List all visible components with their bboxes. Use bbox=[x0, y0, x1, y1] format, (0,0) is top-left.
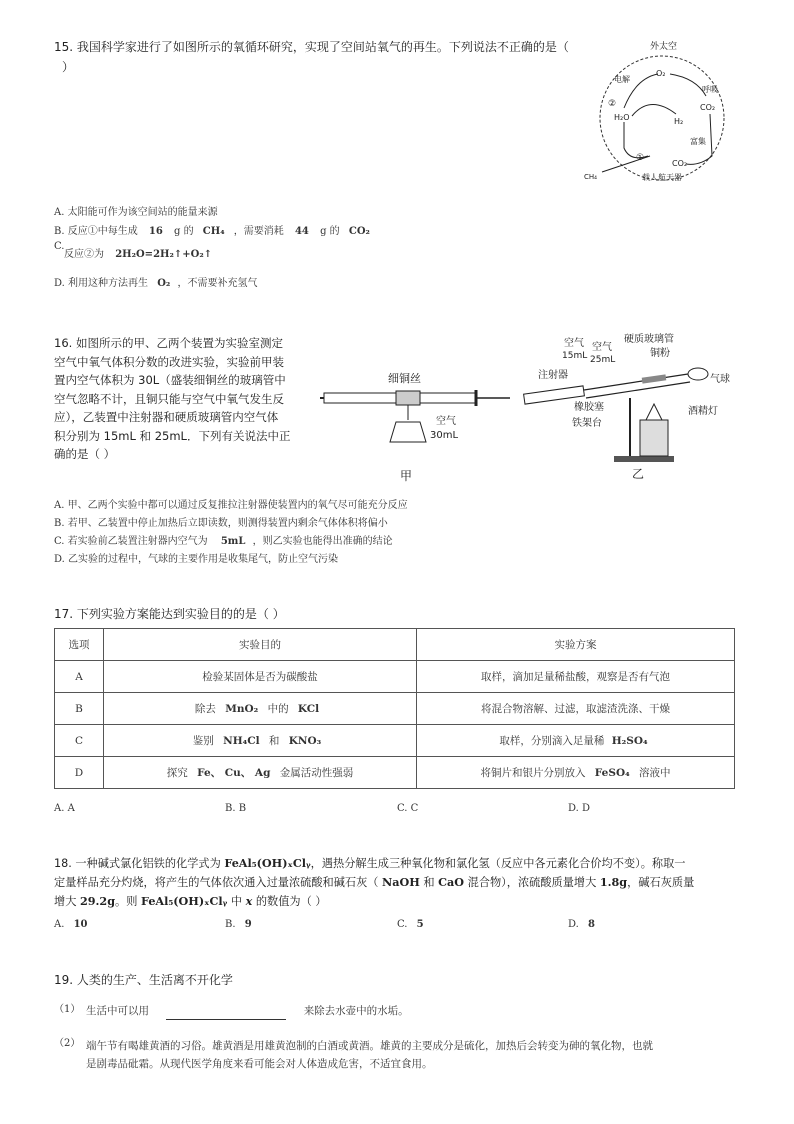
table-row bbox=[55, 725, 735, 757]
q16-option-b: B. 若甲、乙装置中停止加热后立即读数，则测得装置内剩余气体体积将偏小 bbox=[54, 518, 388, 529]
fig15-co2-bottom: CO₂ bbox=[672, 159, 688, 168]
q15-b-u2: g 的 bbox=[320, 226, 340, 237]
goal-text: 中的 bbox=[267, 703, 289, 715]
q18-line3 bbox=[54, 892, 744, 911]
plan-chem: FeSO₄ bbox=[594, 767, 630, 779]
q19-sub2-line: 是剧毒品砒霜。从现代医学角度来看可能会对人体造成危害，不适宜食用。 bbox=[86, 1058, 433, 1070]
q19-sub2-line: 端午节有喝雄黄酒的习俗。雄黄酒是用雄黄泡制的白酒或黄酒。雄黄的主要成分是硫化，加热后会转变为砷的氧化物，也就 bbox=[86, 1040, 653, 1052]
jia-wire-label: 细铜丝 bbox=[388, 372, 421, 385]
q17-table bbox=[54, 628, 735, 789]
q18-answer-a bbox=[54, 919, 88, 930]
table-cell-goal bbox=[104, 725, 417, 757]
yi-lamp-label: 酒精灯 bbox=[688, 406, 718, 417]
table-cell-option: C bbox=[55, 725, 104, 757]
q18-answer-c bbox=[397, 919, 424, 930]
q18-text: 18. 一种碱式氯化铝铁的化学式为 bbox=[54, 857, 221, 870]
jia-vol-label: 30mL bbox=[430, 430, 459, 441]
goal-text: 除去 bbox=[194, 703, 216, 715]
table-cell-option: D bbox=[55, 757, 104, 789]
plan-text: 将混合物溶解、过滤，取滤渣洗涤、干燥 bbox=[481, 703, 670, 715]
q15-b-n2: 44 bbox=[294, 226, 309, 237]
yi-balloon-label: 气球 bbox=[710, 374, 730, 385]
goal-text: 金属活动性强弱 bbox=[279, 767, 354, 779]
table-cell-plan bbox=[417, 661, 735, 693]
q18-chem: NaOH bbox=[382, 875, 420, 889]
q17-answer-c: C. C bbox=[397, 803, 419, 814]
q19-sub1-post: 来除去水壶中的水垢。 bbox=[303, 1005, 409, 1017]
plan-text: 取样，分别滴入足量稀 bbox=[499, 735, 605, 747]
q16-stem-line: 16. 如图所示的甲、乙两个装置为实验室测定 bbox=[54, 336, 283, 350]
q18-line2 bbox=[54, 873, 744, 892]
table-header-cell: 选项 bbox=[55, 629, 104, 661]
fig15-ch4: CH₄ bbox=[584, 173, 597, 181]
table-cell-goal bbox=[104, 693, 417, 725]
plan-chem: H₂SO₄ bbox=[611, 735, 648, 747]
q16-option-d: D. 乙实验的过程中，气球的主要作用是收集尾气，防止空气污染 bbox=[54, 554, 339, 565]
q15-c-pre: 反应②为 bbox=[64, 249, 104, 260]
yi-air2-label: 空气 bbox=[592, 342, 612, 353]
q18-answer-d bbox=[568, 919, 595, 930]
plan-text: 将铜片和银片分别放入 bbox=[480, 767, 586, 779]
table-row bbox=[55, 757, 735, 789]
q15-stem-line2: ） bbox=[62, 60, 75, 74]
q18-text: ，碱石灰质量 bbox=[627, 876, 695, 889]
fig15-h2o: H₂O bbox=[614, 113, 630, 122]
table-cell-plan bbox=[417, 725, 735, 757]
table-cell-plan bbox=[417, 757, 735, 789]
fig15-step2: ② bbox=[608, 99, 617, 109]
fig15-outer-label: 外太空 bbox=[650, 42, 678, 52]
q16-apparatus-jia-figure bbox=[318, 362, 518, 484]
q18-formula: FeAl₅(OH)ₓClᵧ bbox=[140, 894, 228, 908]
answer-value: 9 bbox=[244, 919, 252, 930]
q18-text: 中 bbox=[230, 895, 243, 908]
table-cell-goal bbox=[104, 757, 417, 789]
q18-text: 和 bbox=[423, 876, 435, 889]
table-cell-goal bbox=[104, 661, 417, 693]
jia-air-label: 空气 bbox=[436, 416, 456, 427]
yi-copper-label: 铜粉 bbox=[650, 348, 670, 359]
q15-b-n1: 16 bbox=[148, 226, 163, 237]
q15-stem-line1: 15. 我国科学家进行了如图所示的氧循环研究，实现了空间站氧气的再生。下列说法不正确的是（ bbox=[54, 40, 569, 54]
answer-value: 8 bbox=[588, 919, 595, 930]
q15-option-b bbox=[54, 225, 376, 239]
q18-text: ，遇热分解生成三种氧化物和氯化氢（反应中各元素化合价均不变）。称取一 bbox=[310, 857, 686, 870]
q15-option-c bbox=[64, 248, 212, 262]
q15-oxygen-cycle-figure bbox=[580, 38, 740, 190]
fig15-enrich: 富集 bbox=[690, 137, 706, 146]
q18-x: x bbox=[245, 894, 253, 908]
q19-sub1-blank[interactable] bbox=[166, 1007, 286, 1020]
answer-label: B. bbox=[225, 919, 236, 930]
yi-stopper-label: 橡胶塞 bbox=[574, 402, 604, 413]
fig15-co2-top: CO₂ bbox=[700, 103, 716, 112]
fig15-step1: ① bbox=[636, 153, 645, 163]
q15-b-mid: ，需要消耗 bbox=[233, 226, 284, 237]
q19-sub1 bbox=[86, 1002, 409, 1020]
q18-chem: CaO bbox=[438, 875, 465, 889]
fig15-h2: H₂ bbox=[674, 117, 684, 126]
table-row bbox=[55, 693, 735, 725]
q19-sub1-pre: 生活中可以用 bbox=[86, 1005, 149, 1017]
q18-value: 29.2g bbox=[79, 894, 116, 908]
goal-text: 鉴别 bbox=[192, 735, 214, 747]
q15-option-d bbox=[54, 277, 258, 291]
q18-value: 1.8g bbox=[599, 875, 628, 889]
q16-option-c bbox=[54, 535, 393, 549]
table-cell-option: A bbox=[55, 661, 104, 693]
table-header-cell: 实验方案 bbox=[417, 629, 735, 661]
q19-sub2-number: （2） bbox=[54, 1038, 81, 1049]
goal-chem: KCl bbox=[297, 703, 320, 715]
table-header-cell: 实验目的 bbox=[104, 629, 417, 661]
q15-option-a: A. 太阳能可作为该空间站的能量来源 bbox=[54, 207, 218, 218]
q18-text: 增大 bbox=[54, 895, 77, 908]
yi-caption: 乙 bbox=[632, 467, 645, 481]
q17-stem: 17. 下列实验方案能达到实验目的的是（ ） bbox=[54, 607, 285, 621]
goal-text: 探究 bbox=[166, 767, 188, 779]
yi-tube-label: 硬质玻璃管 bbox=[624, 334, 674, 345]
yi-stand-label: 铁架台 bbox=[572, 418, 602, 429]
answer-label: C. bbox=[397, 919, 408, 930]
q16-option-a: A. 甲、乙两个实验中都可以通过反复推拉注射器使装置内的氧气尽可能充分反应 bbox=[54, 500, 408, 511]
q17-answer-b: B. B bbox=[225, 803, 247, 814]
q18-text: 。则 bbox=[115, 895, 138, 908]
q15-d-c: O₂ bbox=[157, 278, 171, 289]
q17-answer-d: D. D bbox=[568, 803, 591, 814]
q18-text: 的数值为（ ） bbox=[255, 895, 327, 908]
q16-stem-line: 积分别为 15mL 和 25mL．下列有关说法中正 bbox=[54, 428, 291, 443]
yi-air2-vol: 25mL bbox=[590, 355, 616, 365]
answer-value: 10 bbox=[73, 919, 88, 930]
fig15-electrolysis: 电解 bbox=[614, 75, 630, 84]
plan-text: 溶液中 bbox=[639, 767, 671, 779]
q18-text: 混合物），浓硫酸质量增大 bbox=[467, 876, 597, 889]
goal-chem: KNO₃ bbox=[288, 735, 322, 747]
q16-c-pre: C. 若实验前乙装置注射器内空气为 bbox=[54, 536, 208, 547]
q15-d-post: ，不需要补充氢气 bbox=[177, 278, 258, 289]
goal-text: 检验某固体是否为碳酸盐 bbox=[202, 671, 318, 683]
q15-b-u1: g 的 bbox=[174, 226, 194, 237]
q16-stem-line: 确的是（ ） bbox=[54, 447, 116, 461]
goal-chem: NH₄Cl bbox=[223, 735, 260, 747]
fig15-o2: O₂ bbox=[656, 69, 666, 78]
answer-label: A. bbox=[54, 919, 65, 930]
goal-chem: Fe、 Cu、 Ag bbox=[197, 767, 271, 779]
q16-c-post: ，则乙实验也能得出准确的结论 bbox=[252, 536, 393, 547]
q18-line1 bbox=[54, 854, 744, 873]
q15-b-c2: CO₂ bbox=[348, 226, 370, 237]
goal-text: 和 bbox=[268, 735, 280, 747]
table-cell-option: B bbox=[55, 693, 104, 725]
answer-label: D. bbox=[568, 919, 579, 930]
yi-air1-label: 空气 bbox=[564, 338, 584, 349]
fig15-breathe: 呼吸 bbox=[702, 85, 718, 94]
q19-sub1-number: （1） bbox=[54, 1004, 81, 1015]
q16-stem bbox=[54, 334, 304, 464]
goal-chem: MnO₂ bbox=[225, 703, 259, 715]
q16-stem-line: 置内空气体积为 30L（盛装细铜丝的玻璃管中 bbox=[54, 373, 286, 387]
q17-answer-a: A. A bbox=[54, 803, 75, 814]
answer-value: 5 bbox=[416, 919, 424, 930]
q18-text: 定量样品充分灼烧，将产生的气体依次通入过量浓硫酸和碱石灰（ bbox=[54, 876, 379, 889]
q16-stem-line: 空气忽略不计，且铜只能与空气中氧气发生反 bbox=[54, 391, 284, 406]
table-header-row bbox=[55, 629, 735, 661]
q18-answer-b bbox=[225, 919, 252, 930]
fig15-spacecraft: 载人航天器 bbox=[642, 173, 682, 182]
q15-b-c1: CH₄ bbox=[202, 226, 225, 237]
q15-b-pre: B. 反应①中每生成 bbox=[54, 226, 138, 237]
q15-c-eq: 2H₂O=2H₂↑+O₂↑ bbox=[115, 249, 213, 260]
q19-sub2 bbox=[86, 1037, 746, 1073]
jia-caption: 甲 bbox=[400, 469, 413, 483]
table-row bbox=[55, 661, 735, 693]
q16-c-val: 5mL bbox=[220, 536, 246, 547]
yi-air1-vol: 15mL bbox=[562, 351, 588, 361]
q19-stem: 19. 人类的生产、生活离不开化学 bbox=[54, 973, 233, 987]
q18-stem bbox=[54, 854, 744, 911]
q16-apparatus-yi-figure bbox=[518, 328, 740, 484]
q15-d-pre: D. 利用这种方法再生 bbox=[54, 278, 149, 289]
q15-option-c-label: C. bbox=[54, 241, 65, 252]
q16-stem-line: 空气中氧气体积分数的改进实验，实验前甲装 bbox=[54, 354, 284, 369]
q18-formula: FeAl₅(OH)ₓClᵧ bbox=[224, 856, 311, 870]
yi-syringe-label: 注射器 bbox=[538, 370, 568, 381]
table-cell-plan bbox=[417, 693, 735, 725]
plan-text: 取样，滴加足量稀盐酸，观察是否有气泡 bbox=[481, 671, 670, 683]
q16-stem-line: 应），乙装置中注射器和硬质玻璃管内空气体 bbox=[54, 410, 279, 424]
